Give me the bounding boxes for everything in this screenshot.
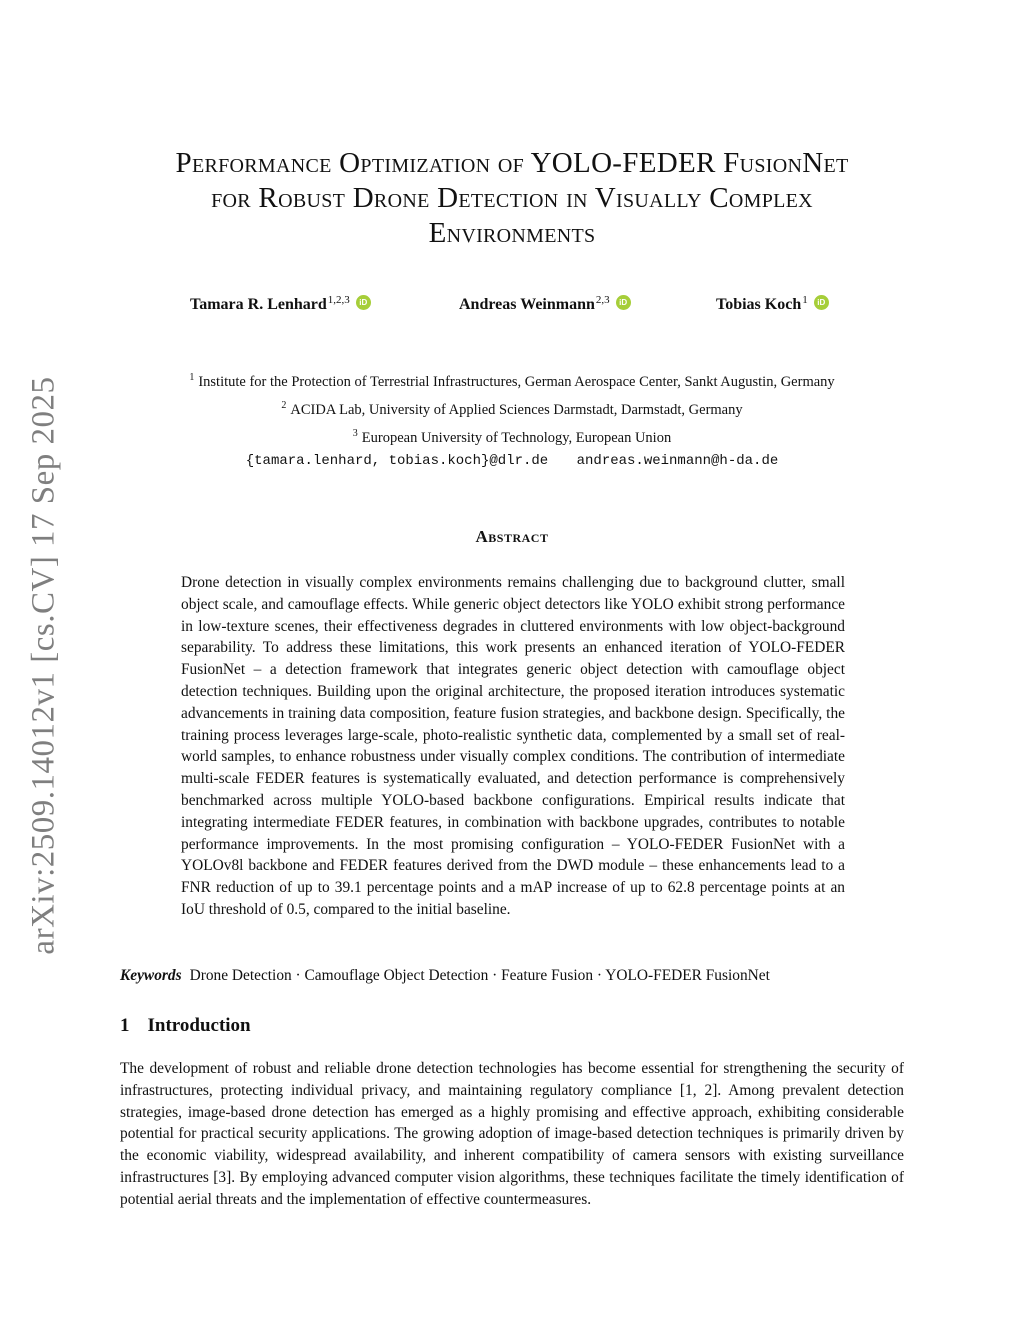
author-2 — [459, 296, 631, 314]
affiliation-1 — [100, 366, 924, 394]
affiliation-text: Institute for the Protection of Terrestrial Infrastructures, German Aerospace Center, Sankt Augustin, Germany — [198, 373, 835, 390]
affiliation-3 — [100, 422, 924, 450]
title-line-2: for Robust Drone Detection in Visually Complex — [211, 182, 813, 214]
section-title: Introduction — [147, 1015, 251, 1036]
affiliation-number: 2 — [281, 399, 287, 411]
introduction-paragraph: The development of robust and reliable drone detection technologies has become essential for strengthening the security of infrastructures, protecting individual privacy, and maintaining regulatory compliance [1, 2]. Among prevalent detection strategies, image-based drone detection has emerged as a highly promising and effective approach, exhibiting considerable potential for practical security applications. The growing adoption of image-based detection techniques is primarily driven by the economic viability, widespread availability, and inherent compatibility of camera sensors with existing surveillance infrastructures [3]. By employing advanced computer vision algorithms, these techniques facilitate the timely identification of potential aerial threats and the implementation of effective countermeasures. — [120, 1060, 904, 1208]
affiliation-text: ACIDA Lab, University of Applied Sciences Darmstadt, Darmstadt, Germany — [290, 401, 743, 418]
keywords — [120, 967, 920, 985]
email-hda[interactable]: andreas.weinmann@h-da.de — [576, 453, 779, 469]
author-affiliation-marks: 1,2,3 — [327, 294, 350, 306]
paper-title — [100, 146, 924, 251]
title-line-1: Performance Optimization of YOLO-FEDER FusionNet — [175, 147, 849, 179]
affiliation-text: European University of Technology, European Union — [361, 429, 672, 446]
title-line-3: Environments — [428, 217, 596, 249]
email-addresses — [100, 453, 924, 469]
author-affiliation-marks: 1 — [802, 294, 808, 306]
author-1 — [190, 296, 371, 314]
section-number: 1 — [120, 1015, 130, 1036]
section-heading-introduction — [120, 1015, 251, 1037]
keywords-label: Keywords — [120, 967, 182, 984]
orcid-icon[interactable]: iD — [616, 295, 631, 310]
orcid-icon[interactable]: iD — [814, 295, 829, 310]
affiliation-number: 1 — [189, 372, 195, 383]
email-dlr[interactable]: {tamara.lenhard, tobias.koch}@dlr.de — [245, 453, 549, 469]
orcid-icon[interactable]: iD — [356, 295, 371, 310]
abstract-heading: Abstract — [475, 527, 549, 546]
abstract-body: Drone detection in visually complex environments remains challenging due to background clutter, small object scale, and camouflage effects. While generic object detectors like YOLO exhibit strong performance in low-texture scenes, their effectiveness degrades in cluttered environments with low object-background separability. To address these limitations, this work presents an enhanced iteration of YOLO-FEDER FusionNet – a detection framework that integrates generic object detection with camouflage object detection techniques. Building upon the original architecture, the proposed iteration introduces systematic advancements in training data composition, feature fusion strategies, and backbone design. Specifically, the training process leverages large-scale, photo-realistic synthetic data, complemented by a small set of real-world samples, to enhance robustness under visually complex conditions. The contribution of intermediate multi-scale FEDER features is systematically evaluated, and detection performance is comprehensively benchmarked across multiple YOLO-based backbone configurations. Empirical results indicate that integrating intermediate FEDER features, in combination with backbone upgrades, contributes to notable performance improvements. In the most promising configuration – YOLO-FEDER FusionNet with a YOLOv8l backbone and FEDER features derived from the DWD module – these enhancements lead to a FNR reduction of up to 39.1 percentage points and a mAP increase of up to 62.8 percentage points at an IoU threshold of 0.5, compared to the initial baseline. — [181, 574, 845, 918]
affiliation-number: 3 — [352, 427, 358, 439]
author-name: Andreas Weinmann — [459, 296, 595, 313]
author-3 — [716, 296, 829, 314]
author-name: Tobias Koch — [716, 296, 802, 313]
keywords-list: Drone Detection · Camouflage Object Detection · Feature Fusion · YOLO-FEDER FusionNet — [189, 967, 770, 984]
author-list — [0, 296, 1024, 326]
arxiv-identifier: arXiv:2509.14012v1 [cs.CV] 17 Sep 2025 — [25, 375, 62, 955]
author-name: Tamara R. Lenhard — [190, 296, 327, 313]
arxiv-stamp — [18, 370, 70, 960]
author-affiliation-marks: 2,3 — [595, 294, 610, 306]
affiliations — [100, 366, 924, 449]
affiliation-2 — [100, 394, 924, 422]
